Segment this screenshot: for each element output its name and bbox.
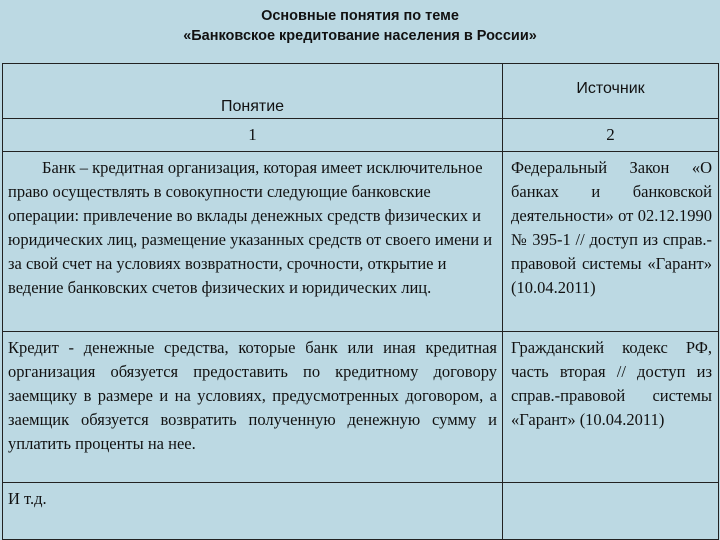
column-number-1: 1 — [3, 119, 503, 152]
table-row — [3, 152, 719, 332]
title-line-1: Основные понятия по теме — [261, 8, 459, 24]
concept-cell — [3, 152, 503, 332]
page-title — [0, 6, 720, 46]
empty-cell — [503, 483, 719, 540]
concept-text-bank: Банк – кредитная организация, которая имеет исключительное право осуществлять в совокупности следующие банковские операции: привлечение во вклады денежных средств физических и юридических лиц, размещение указанных средств от своего имени и за свой счет на условиях возвратности, срочности, открытие и ведение банковских счетов физических и юридических лиц. — [8, 158, 493, 297]
concept-cell — [3, 331, 503, 482]
header-row — [3, 64, 719, 119]
etc-cell: И т.д. — [3, 483, 503, 540]
concepts-table — [2, 63, 719, 540]
title-line-2: «Банковское кредитование населения в России» — [183, 28, 537, 44]
header-concept: Понятие — [3, 64, 503, 119]
table-row — [3, 331, 719, 482]
source-text-bank: Федеральный Закон «О банках и банковской деятельности» от 02.12.1990 № 395-1 // доступ из справ.-правовой системы «Гарант» (10.04.2011) — [511, 158, 712, 297]
number-row — [3, 119, 719, 152]
source-text-credit: Гражданский кодекс РФ, часть вторая // доступ из справ.-правовой системы «Гарант» (10.04.2011) — [511, 337, 712, 429]
source-cell — [503, 152, 719, 332]
column-number-2: 2 — [503, 119, 719, 152]
source-cell — [503, 331, 719, 482]
concept-text-credit: Кредит - денежные средства, которые банк или иная кредитная организация обязуется предоставить по кредитному договору заемщику в размере и на условиях, предусмотренных договором, а заемщик обязуется возвратить полученную денежную сумму и уплатить проценты на нее. — [8, 337, 497, 453]
header-source: Источник — [503, 64, 719, 119]
table-row-etc — [3, 483, 719, 540]
